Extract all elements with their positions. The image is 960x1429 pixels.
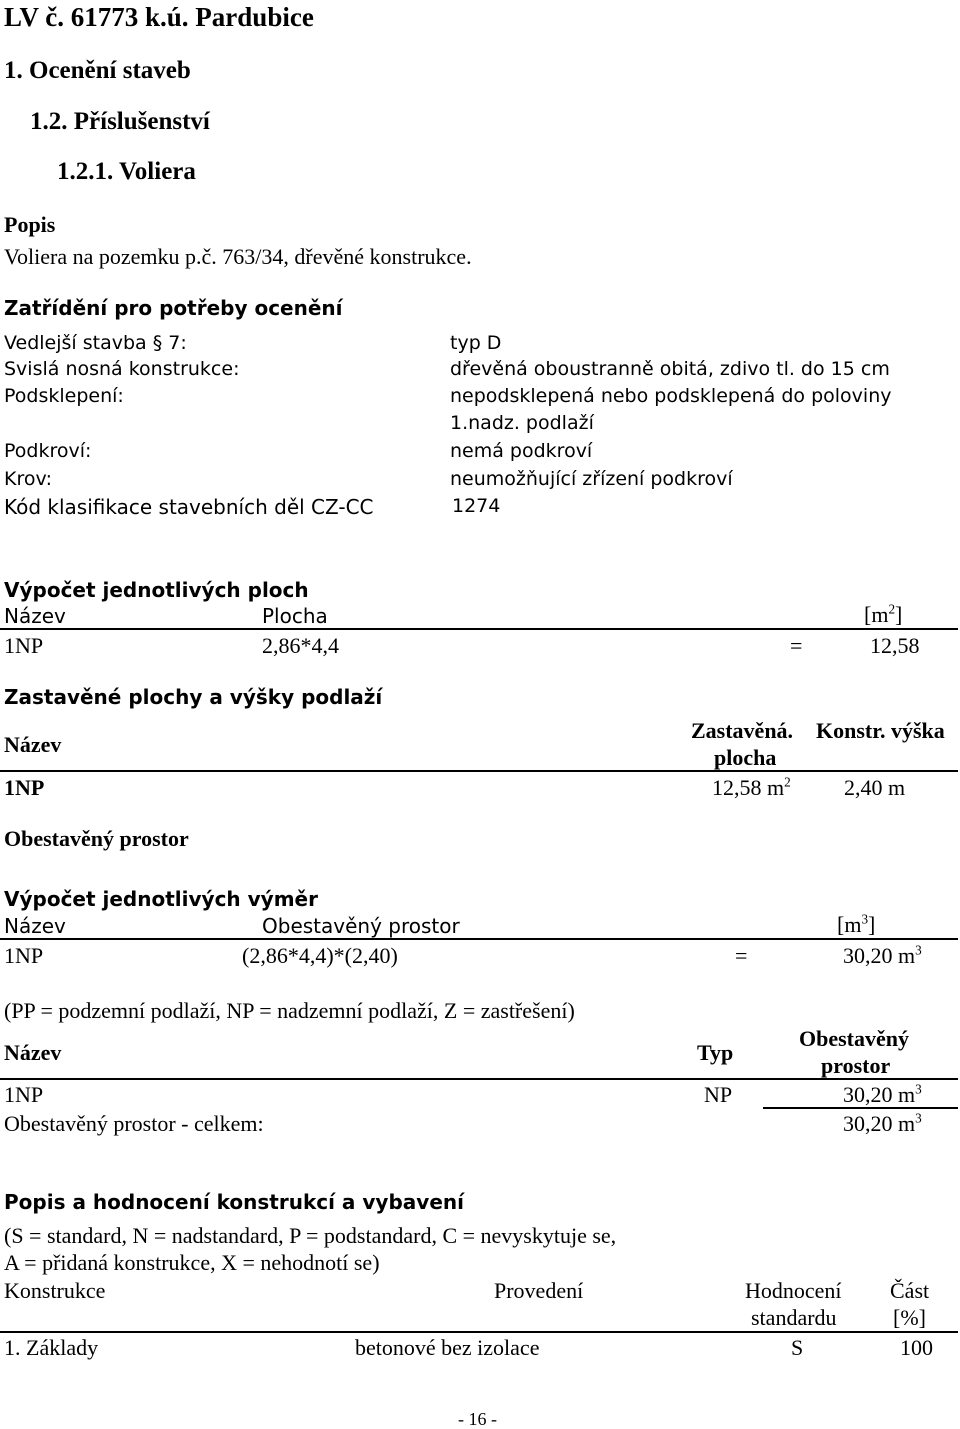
table-rule <box>0 1078 958 1080</box>
vymery-row-equals: = <box>735 943 748 968</box>
document-title: LV č. 61773 k.ú. Pardubice <box>4 2 314 32</box>
vymery-row-formula: (2,86*4,4)*(2,40) <box>242 943 398 968</box>
plocha-exponent: 2 <box>784 774 791 790</box>
unit-bracket: ] <box>895 602 903 627</box>
heading-voliera: 1.2.1. Voliera <box>57 158 196 185</box>
value-text: 30,20 m <box>843 943 916 968</box>
table-rule <box>0 938 958 940</box>
unit-exponent: 3 <box>861 911 869 927</box>
heading-oceneni-staveb: 1. Ocenění staveb <box>4 57 191 84</box>
total-rule <box>763 1107 958 1109</box>
obestaveny-title: Obestavěný prostor <box>4 826 189 851</box>
konstrukce-header-cast-2: [%] <box>893 1305 926 1330</box>
zatrideni-value-continued: 1.nadz. podlaží <box>450 412 594 434</box>
vymery-row-name: 1NP <box>4 943 44 968</box>
souhrn-header-prostor-2: prostor <box>821 1053 891 1078</box>
zatrideni-value: 1274 <box>452 495 501 517</box>
zatrideni-label: Podkroví: <box>4 440 92 462</box>
zastavene-row-name: 1NP <box>4 775 45 800</box>
table-rule <box>0 1331 958 1333</box>
zatrideni-value: nemá podkroví <box>450 440 593 462</box>
zatrideni-title: Zatřídění pro potřeby ocenění <box>4 296 343 320</box>
table-rule <box>0 628 958 630</box>
value-text: 30,20 m <box>843 1111 916 1136</box>
vymery-header-name: Název <box>4 914 66 938</box>
konstrukce-title: Popis a hodnocení konstrukcí a vybavení <box>4 1190 464 1214</box>
zatrideni-label: Podsklepení: <box>4 385 124 407</box>
legenda-podlazi: (PP = podzemní podlaží, NP = nadzemní podlaží, Z = zastřešení) <box>4 998 575 1023</box>
zatrideni-label: Kód klasifikace stavebních děl CZ-CC <box>4 495 374 519</box>
value-exponent: 3 <box>915 1110 922 1126</box>
konstrukce-header-hodnoceni-2: standardu <box>751 1305 837 1330</box>
souhrn-total-label: Obestavěný prostor - celkem: <box>4 1111 264 1136</box>
plochy-header-name: Název <box>4 604 66 628</box>
zastavene-header-vyska: Konstr. výška <box>816 718 945 743</box>
plochy-header-plocha: Plocha <box>262 604 328 628</box>
value-text: 30,20 m <box>843 1082 916 1107</box>
plochy-header-unit <box>864 601 903 627</box>
vymery-title: Výpočet jednotlivých výměr <box>4 887 318 911</box>
unit-exponent: 2 <box>888 601 896 617</box>
zatrideni-value: nepodsklepená nebo podsklepená do poloviny <box>450 385 892 407</box>
vymery-header-prostor: Obestavěný prostor <box>262 914 460 938</box>
konstrukce-row-konstrukce: 1. Základy <box>4 1335 99 1360</box>
popis-label: Popis <box>4 212 56 237</box>
souhrn-header-prostor: Obestavěný <box>799 1026 909 1051</box>
zastavene-row-vyska: 2,40 m <box>844 775 906 800</box>
plochy-row-formula: 2,86*4,4 <box>262 633 339 658</box>
zatrideni-label: Vedlejší stavba § 7: <box>4 332 187 354</box>
souhrn-row-name: 1NP <box>4 1082 44 1107</box>
plochy-row-value: 12,58 <box>870 633 920 658</box>
konstrukce-header-provedeni: Provedení <box>494 1278 584 1303</box>
value-exponent: 3 <box>915 1081 922 1097</box>
konstrukce-header-hodnoceni: Hodnocení <box>745 1278 842 1303</box>
unit-text: [m <box>837 912 862 937</box>
konstrukce-legend-2: A = přidaná konstrukce, X = nehodnotí se) <box>4 1250 380 1275</box>
plochy-title: Výpočet jednotlivých ploch <box>4 578 309 602</box>
konstrukce-legend-1: (S = standard, N = nadstandard, P = podstandard, C = nevyskytuje se, <box>4 1223 617 1248</box>
konstrukce-row-cast: 100 <box>900 1335 933 1360</box>
souhrn-row-typ: NP <box>704 1082 733 1107</box>
zastavene-header-plocha: Zastavěná. <box>691 718 794 743</box>
zatrideni-value: typ D <box>450 332 502 354</box>
heading-prislusenstvi: 1.2. Příslušenství <box>30 108 210 135</box>
plocha-value: 12,58 m <box>712 775 785 800</box>
konstrukce-header-konstrukce: Konstrukce <box>4 1278 106 1303</box>
souhrn-header-typ: Typ <box>697 1040 734 1065</box>
popis-text: Voliera na pozemku p.č. 763/34, dřevěné konstrukce. <box>4 244 472 269</box>
zatrideni-value: neumožňující zřízení podkroví <box>450 468 733 490</box>
konstrukce-header-cast: Část <box>890 1278 930 1303</box>
zastavene-header-name: Název <box>4 732 62 757</box>
vymery-header-unit <box>837 911 876 937</box>
page-number: - 16 - <box>458 1409 497 1429</box>
souhrn-total-value <box>843 1110 922 1136</box>
zatrideni-value: dřevěná oboustranně obitá, zdivo tl. do 15 cm <box>450 358 890 380</box>
souhrn-header-name: Název <box>4 1040 62 1065</box>
zastavene-row-plocha <box>712 774 791 800</box>
konstrukce-row-provedeni: betonové bez izolace <box>355 1335 540 1360</box>
zastavene-header-plocha-2: plocha <box>714 745 777 770</box>
unit-text: [m <box>864 602 889 627</box>
table-rule <box>0 770 958 772</box>
vymery-row-value <box>843 942 922 968</box>
souhrn-row-value <box>843 1081 922 1107</box>
value-exponent: 3 <box>915 942 922 958</box>
konstrukce-row-hodnoceni: S <box>791 1335 804 1360</box>
plochy-row-name: 1NP <box>4 633 44 658</box>
zatrideni-label: Krov: <box>4 468 53 490</box>
zatrideni-label: Svislá nosná konstrukce: <box>4 358 240 380</box>
zastavene-title: Zastavěné plochy a výšky podlaží <box>4 685 383 709</box>
unit-bracket: ] <box>868 912 876 937</box>
plochy-row-equals: = <box>790 633 803 658</box>
